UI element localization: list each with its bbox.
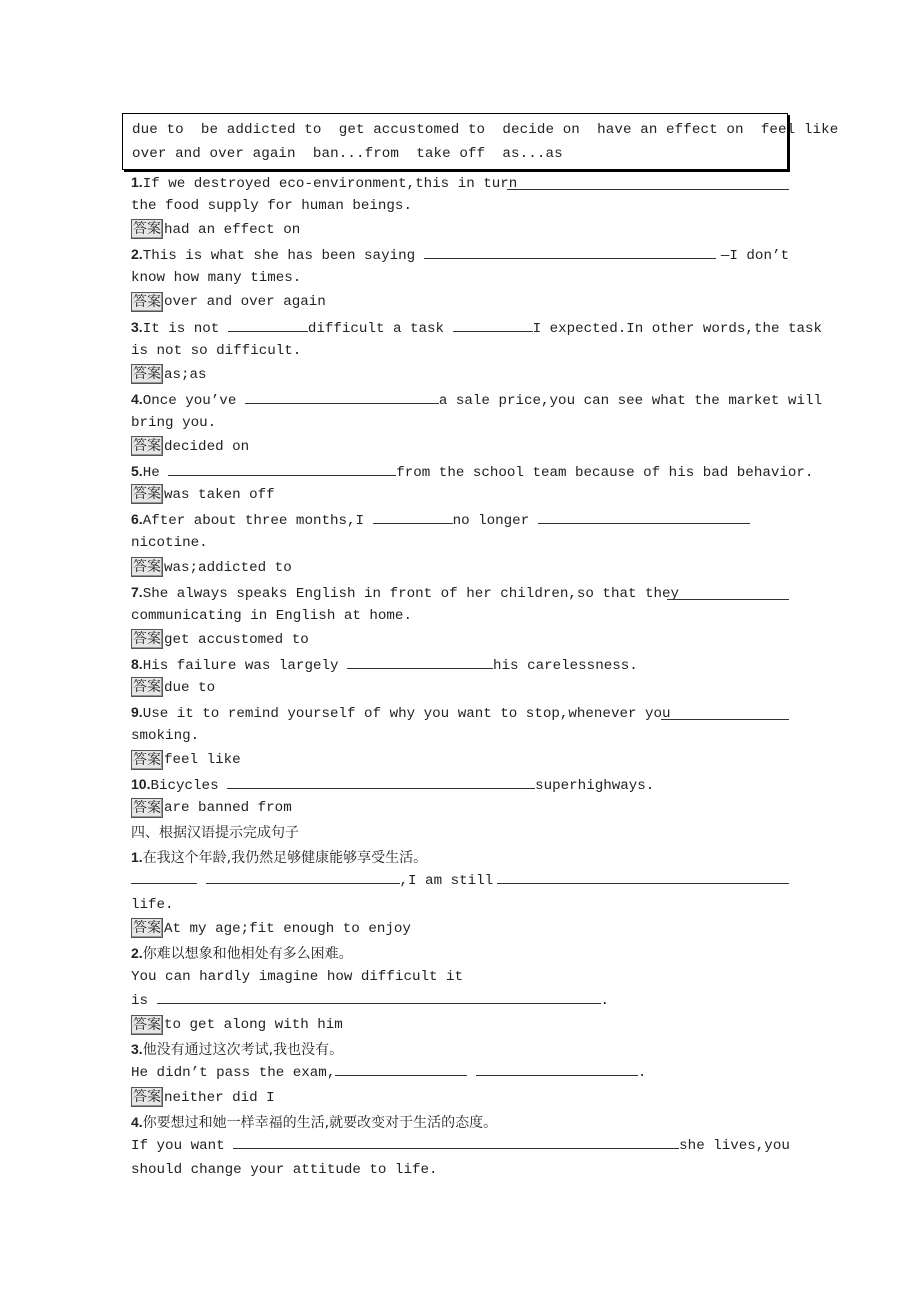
answer-line	[131, 218, 789, 242]
answer-line	[131, 796, 789, 820]
question-text: It is not	[142, 320, 220, 337]
question-1	[131, 170, 789, 194]
question-text: After about three months,I	[142, 513, 365, 530]
answer-text: over and over again	[164, 294, 326, 311]
question-text: Once you’ve	[142, 392, 237, 409]
translation-sentence	[131, 989, 789, 1013]
answer-badge[interactable]: 答案	[133, 799, 161, 816]
answer-blank[interactable]	[131, 869, 197, 884]
question-text: If we destroyed eco-environment,this in turn	[142, 176, 518, 192]
question-number: 8.	[131, 655, 143, 672]
answer-badge[interactable]: 答案	[133, 558, 161, 575]
question-text: a sale price,you can see what the market will	[438, 392, 822, 409]
question-text: should change your attitude to life.	[131, 1161, 438, 1178]
answer-text: neither did I	[164, 1089, 275, 1106]
answer-text: had an effect on	[164, 222, 301, 239]
translation-question-2	[131, 941, 789, 965]
answer-blank[interactable]	[507, 175, 789, 190]
answer-line	[131, 556, 789, 580]
question-number: 2.	[131, 945, 143, 961]
answer-line	[131, 435, 789, 459]
answer-badge[interactable]: 答案	[133, 366, 161, 382]
question-text: ,I am still	[399, 872, 494, 889]
question-text: He didn’t pass the exam,	[131, 1065, 336, 1082]
chinese-prompt: 他没有通过这次考试,我也没有。	[142, 1042, 344, 1059]
answer-line	[131, 290, 789, 314]
answer-blank[interactable]	[233, 1134, 679, 1149]
translation-question-4	[131, 1110, 789, 1134]
word-bank-box	[122, 113, 839, 170]
chinese-prompt: 在我这个年龄,我仍然足够健康能够享受生活。	[142, 849, 428, 866]
question-text: is not so difficult.	[131, 342, 302, 359]
answer-blank[interactable]	[373, 509, 453, 524]
question-number: 5.	[131, 463, 143, 480]
translation-sentence	[131, 1061, 789, 1085]
answer-blank[interactable]	[661, 705, 789, 720]
question-text: superhighways.	[535, 778, 655, 795]
answer-blank[interactable]	[228, 317, 308, 332]
answer-blank[interactable]	[476, 1061, 638, 1076]
question-text: is	[131, 993, 149, 1010]
answer-blank[interactable]	[667, 585, 789, 600]
answer-line	[131, 676, 789, 700]
question-text: You can hardly imagine how difficult it	[131, 969, 464, 986]
answer-blank[interactable]	[453, 317, 533, 332]
question-number: 1.	[131, 848, 143, 865]
answer-text: are banned from	[164, 800, 292, 817]
answer-line	[131, 363, 789, 387]
word-bank-row: over and over again ban...from take off as...as	[132, 146, 563, 162]
question-text: She always speaks English in front of her children,so that they	[142, 585, 680, 602]
question-6	[131, 507, 789, 531]
translation-sentence	[131, 1134, 789, 1158]
answer-blank[interactable]	[424, 244, 716, 259]
question-text: life.	[131, 896, 174, 913]
question-number: 4.	[131, 1113, 143, 1130]
question-text: .	[600, 993, 610, 1010]
question-4	[131, 387, 822, 411]
answer-badge[interactable]: 答案	[133, 679, 161, 696]
answer-badge[interactable]: 答案	[133, 221, 161, 238]
question-text: she lives,you	[679, 1137, 790, 1154]
answer-line	[131, 1086, 789, 1110]
answer-blank[interactable]	[227, 774, 535, 789]
answer-badge[interactable]: 答案	[133, 1016, 161, 1033]
translation-question-3	[131, 1037, 789, 1061]
question-8	[131, 652, 789, 676]
answer-blank[interactable]	[347, 654, 493, 669]
question-9	[131, 700, 789, 724]
word-bank-row: due to be addicted to get accustomed to decide on have an effect on feel like	[132, 122, 839, 138]
question-number: 2.	[131, 246, 143, 263]
question-2	[131, 242, 789, 266]
question-text: nicotine.	[131, 535, 208, 552]
answer-text: was;addicted to	[164, 559, 292, 576]
question-text: .	[637, 1065, 647, 1082]
question-7	[131, 580, 789, 604]
chinese-prompt: 你要想过和她一样幸福的生活,就要改变对于生活的态度。	[142, 1114, 498, 1131]
question-text: He	[142, 465, 160, 482]
answer-text: to get along with him	[164, 1017, 343, 1034]
answer-line	[131, 1013, 789, 1037]
answer-blank[interactable]	[157, 989, 601, 1004]
question-text: smoking.	[131, 728, 200, 745]
section-heading: 四、根据汉语提示完成句子	[131, 824, 299, 841]
answer-badge[interactable]: 答案	[133, 438, 161, 455]
answer-badge[interactable]: 答案	[133, 751, 161, 768]
answer-text: feel like	[164, 752, 241, 769]
question-text: His failure was largely	[142, 657, 339, 674]
chinese-prompt: 你难以想象和他相处有多么困难。	[142, 946, 353, 962]
question-number: 1.	[131, 174, 143, 190]
question-number: 3.	[131, 1041, 143, 1058]
question-text: If you want	[131, 1137, 225, 1154]
answer-line	[131, 917, 789, 941]
question-text: no longer	[452, 513, 530, 530]
question-text: from the school team because of his bad behavior.	[396, 465, 814, 482]
answer-line	[131, 628, 789, 652]
question-text: This is what she has been saying	[142, 248, 416, 265]
answer-blank[interactable]	[497, 869, 789, 884]
question-number: 9.	[131, 704, 143, 721]
answer-blank[interactable]	[206, 869, 400, 884]
worksheet-page	[131, 113, 839, 1182]
answer-badge[interactable]: 答案	[133, 920, 161, 937]
answer-badge[interactable]: 答案	[133, 1088, 161, 1105]
translation-sentence	[131, 869, 789, 893]
answer-blank[interactable]	[538, 509, 750, 524]
translation-question-1	[131, 845, 789, 869]
answer-blank[interactable]	[245, 389, 439, 404]
answer-text: decided on	[164, 439, 250, 456]
answer-text: get accustomed to	[164, 631, 309, 648]
answer-blank[interactable]	[335, 1061, 467, 1076]
question-10	[131, 772, 789, 796]
answer-line	[131, 748, 789, 772]
question-text: communicating in English at home.	[131, 607, 412, 624]
answer-text: At my age;fit enough to enjoy	[164, 920, 411, 937]
question-text: his carelessness.	[493, 657, 638, 674]
answer-text: was taken off	[164, 487, 275, 504]
question-number: 10.	[131, 776, 151, 793]
answer-line	[131, 483, 789, 507]
question-text: I expected.In other words,the task	[532, 320, 823, 337]
question-number: 4.	[131, 390, 143, 407]
question-3	[131, 315, 823, 339]
question-text: difficult a task	[307, 320, 445, 337]
question-text: know how many times.	[131, 270, 302, 287]
answer-badge[interactable]: 答案	[133, 631, 161, 648]
question-text: the food supply for human beings.	[131, 198, 412, 215]
answer-text: as;as	[164, 366, 207, 383]
answer-blank[interactable]	[168, 461, 396, 476]
question-number: 7.	[131, 583, 143, 600]
question-number: 6.	[131, 511, 143, 528]
question-text: Use it to remind yourself of why you want to stop,whenever you	[142, 706, 671, 723]
answer-badge[interactable]: 答案	[133, 293, 161, 310]
question-text: —I don’t	[720, 248, 789, 265]
question-text: Bicycles	[150, 778, 219, 795]
answer-text: due to	[164, 679, 216, 696]
question-5	[131, 459, 814, 483]
question-text: bring you.	[131, 414, 217, 431]
question-number: 3.	[131, 318, 143, 335]
answer-badge[interactable]: 答案	[133, 486, 161, 503]
